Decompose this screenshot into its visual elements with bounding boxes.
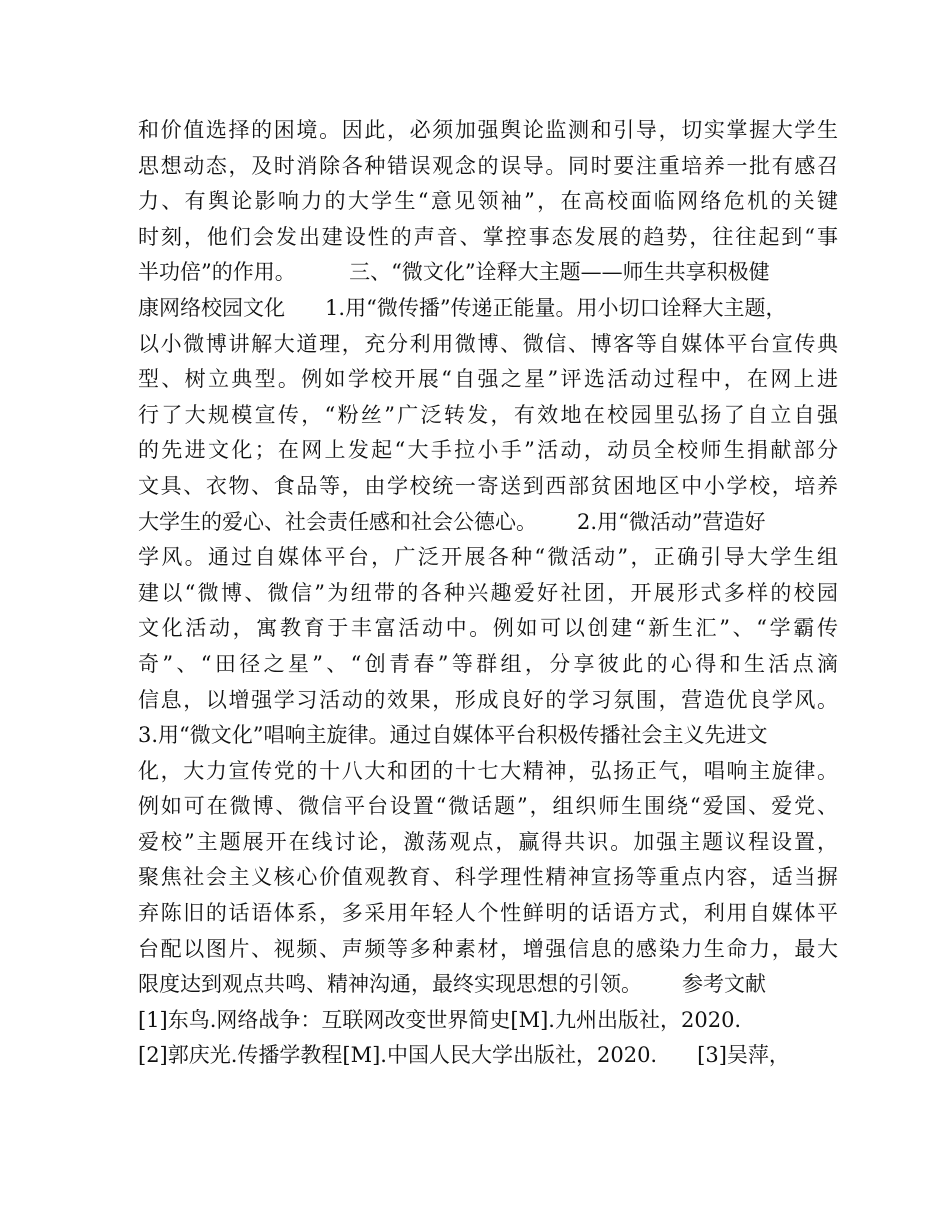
text-line: 型、树立典型。例如学校开展“自强之星”评选活动过程中，在网上进 (138, 367, 838, 392)
text-line: 力、有舆论影响力的大学生“意见领袖”，在高校面临网络危机的关键 (138, 189, 838, 214)
text-line: [2]郭庆光.传播学教程[M].中国人民大学出版社，2020. [3]吴萍， (138, 1043, 790, 1068)
text-line: [1]东鸟.网络战争：互联网改变世界简史[M].九州出版社，2020. (138, 1007, 742, 1032)
text-line: 和价值选择的困境。因此，必须加强舆论监测和引导，切实掌握大学生 (138, 118, 838, 142)
text-line: 爱校”主题展开在线讨论，激荡观点，赢得共识。加强主题议程设置， (138, 829, 838, 854)
text-line: 思想动态，及时消除各种错误观念的误导。同时要注重培养一批有感召 (138, 153, 838, 178)
text-line: 限度达到观点共鸣、精神沟通，最终实现思想的引领。 参考文献 (138, 972, 767, 997)
text-line: 时刻，他们会发出建设性的声音、掌控事态发展的趋势，往往起到“事 (138, 224, 838, 249)
text-line: 建以“微博、微信”为纽带的各种兴趣爱好社团，开展形式多样的校园 (138, 580, 838, 605)
text-line: 文具、衣物、食品等，由学校统一寄送到西部贫困地区中小学校，培养 (138, 473, 838, 498)
text-line: 行了大规模宣传，“粉丝”广泛转发，有效地在校园里弘扬了自立自强 (138, 402, 838, 427)
body-text (138, 113, 838, 1074)
text-line: 以小微博讲解大道理，充分利用微博、微信、博客等自媒体平台宣传典 (138, 331, 838, 356)
text-line: 半功倍”的作用。 三、“微文化”诠释大主题——师生共享积极健 (138, 260, 770, 285)
text-line: 3.用“微文化”唱响主旋律。通过自媒体平台积极传播社会主义先进文 (138, 723, 768, 748)
text-line: 文化活动，寓教育于丰富活动中。例如可以创建“新生汇”、“学霸传 (138, 616, 838, 641)
text-line: 弃陈旧的话语体系，多采用年轻人个性鲜明的话语方式，利用自媒体平 (138, 901, 838, 926)
text-line: 奇”、“田径之星”、“创青春”等群组，分享彼此的心得和生活点滴 (138, 651, 838, 676)
text-line: 大学生的爱心、社会责任感和社会公德心。 2.用“微活动”营造好 (138, 509, 766, 534)
text-line: 康网络校园文化 1.用“微传播”传递正能量。用小切口诠释大主题， (138, 295, 787, 320)
text-line: 的先进文化；在网上发起“大手拉小手”活动，动员全校师生捐献部分 (138, 438, 838, 463)
text-line: 化，大力宣传党的十八大和团的十七大精神，弘扬正气，唱响主旋律。 (138, 758, 838, 783)
text-line: 学风。通过自媒体平台，广泛开展各种“微活动”，正确引导大学生组 (138, 545, 838, 570)
text-line: 信息，以增强学习活动的效果，形成良好的学习氛围，营造优良学风。 (138, 687, 838, 712)
text-line: 例如可在微博、微信平台设置“微话题”，组织师生围绕“爱国、爱党、 (138, 794, 838, 819)
text-line: 聚焦社会主义核心价值观教育、科学理性精神宣扬等重点内容，适当摒 (138, 865, 838, 890)
text-line: 台配以图片、视频、声频等多种素材，增强信息的感染力生命力，最大 (138, 936, 838, 961)
